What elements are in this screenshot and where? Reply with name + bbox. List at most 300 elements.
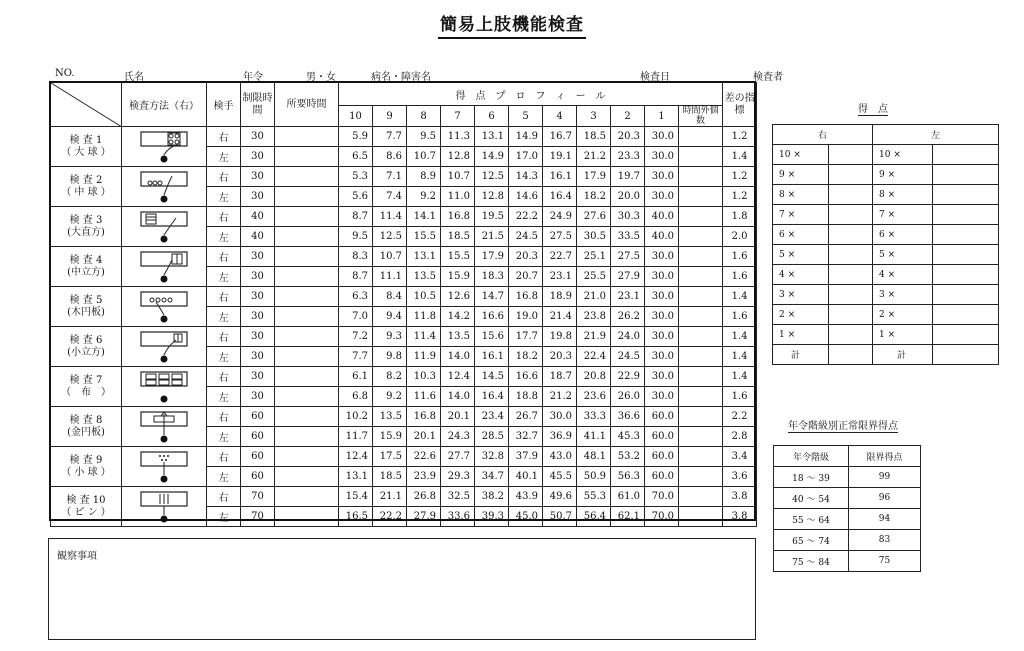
hand-cell: 左 — [207, 347, 241, 367]
score-input-right[interactable] — [829, 185, 873, 205]
test-sublabel: （ 大 球 ） — [61, 146, 111, 158]
score-input-right[interactable] — [829, 305, 873, 325]
time-limit-cell: 30 — [241, 187, 275, 207]
profile-value-cell: 20.1 — [441, 407, 475, 427]
out-of-time-input[interactable] — [679, 467, 723, 487]
small-ball-icon — [122, 447, 207, 487]
age-row — [774, 488, 921, 509]
profile-value-cell: 21.5 — [475, 227, 509, 247]
time-taken-input[interactable] — [275, 227, 339, 247]
hand-cell: 左 — [207, 387, 241, 407]
pin-icon — [122, 487, 207, 527]
out-of-time-input[interactable] — [679, 307, 723, 327]
score-input-right[interactable] — [829, 265, 873, 285]
profile-value-cell: 20.3 — [509, 247, 543, 267]
profile-value-cell: 18.5 — [373, 467, 407, 487]
table-row — [51, 487, 757, 507]
time-taken-input[interactable] — [275, 187, 339, 207]
profile-value-cell: 60.0 — [645, 467, 679, 487]
profile-value-cell: 19.5 — [475, 207, 509, 227]
profile-value-cell: 40.1 — [509, 467, 543, 487]
profile-value-cell: 24.5 — [611, 347, 645, 367]
time-limit-cell: 30 — [241, 287, 275, 307]
score-multiplier-right: 6 × — [773, 225, 829, 245]
out-of-time-input[interactable] — [679, 387, 723, 407]
profile-value-cell: 33.3 — [577, 407, 611, 427]
age-column-header: 年令階級 — [774, 446, 849, 467]
time-taken-input[interactable] — [275, 167, 339, 187]
profile-value-cell: 8.7 — [339, 267, 373, 287]
profile-value-cell: 18.7 — [543, 367, 577, 387]
test-sublabel: （ 小 球 ） — [61, 466, 111, 478]
profile-value-cell: 19.0 — [509, 307, 543, 327]
profile-value-cell: 13.5 — [407, 267, 441, 287]
time-taken-input[interactable] — [275, 407, 339, 427]
test-label-cell — [51, 487, 122, 527]
profile-value-cell: 60.0 — [645, 447, 679, 467]
time-limit-cell: 30 — [241, 387, 275, 407]
diff-index-cell: 1.6 — [723, 387, 757, 407]
score-total-input-right[interactable] — [829, 345, 873, 365]
age-field-label: 年令 — [243, 72, 263, 83]
profile-value-cell: 41.1 — [577, 427, 611, 447]
score-multiplier-left: 3 × — [873, 285, 933, 305]
time-limit-cell: 30 — [241, 367, 275, 387]
score-input-left[interactable] — [933, 265, 999, 285]
age-limit-cell: 83 — [849, 530, 921, 551]
profile-value-cell: 20.1 — [407, 427, 441, 447]
time-limit-cell: 30 — [241, 147, 275, 167]
profile-value-cell: 17.5 — [373, 447, 407, 467]
profile-value-cell: 30.0 — [645, 347, 679, 367]
profile-value-cell: 5.9 — [339, 127, 373, 147]
profile-value-cell: 22.4 — [577, 347, 611, 367]
score-row — [773, 245, 999, 265]
profile-value-cell: 50.7 — [543, 507, 577, 527]
diff-index-cell: 1.6 — [723, 267, 757, 287]
profile-value-cell: 9.2 — [407, 187, 441, 207]
profile-value-cell: 11.7 — [339, 427, 373, 447]
profile-value-cell: 10.7 — [441, 167, 475, 187]
score-input-left[interactable] — [933, 285, 999, 305]
score-input-right[interactable] — [829, 325, 873, 345]
age-limit-cell: 96 — [849, 488, 921, 509]
profile-value-cell: 30.0 — [645, 147, 679, 167]
time-taken-input[interactable] — [275, 247, 339, 267]
profile-value-cell: 33.5 — [611, 227, 645, 247]
score-multiplier-left: 4 × — [873, 265, 933, 285]
time-taken-input[interactable] — [275, 207, 339, 227]
profile-value-cell: 27.6 — [577, 207, 611, 227]
profile-value-cell: 43.9 — [509, 487, 543, 507]
score-multiplier-left: 8 × — [873, 185, 933, 205]
profile-value-cell: 15.5 — [407, 227, 441, 247]
score-input-left[interactable] — [933, 225, 999, 245]
diff-index-cell: 1.2 — [723, 187, 757, 207]
limit-column-header: 限界得点 — [849, 446, 921, 467]
hand-cell: 右 — [207, 327, 241, 347]
profile-value-cell: 40.0 — [645, 207, 679, 227]
out-of-time-input[interactable] — [679, 327, 723, 347]
test-label-cell — [51, 367, 122, 407]
test-label: 検 査 9 — [69, 454, 103, 466]
test-sublabel: (大直方) — [67, 226, 105, 238]
time-taken-input[interactable] — [275, 347, 339, 367]
profile-value-cell: 8.3 — [339, 247, 373, 267]
score-total-right: 計 — [773, 345, 829, 365]
profile-value-cell: 25.1 — [577, 247, 611, 267]
profile-value-cell: 22.2 — [373, 507, 407, 527]
score-input-left[interactable] — [933, 245, 999, 265]
out-of-time-input[interactable] — [679, 407, 723, 427]
profile-value-cell: 8.7 — [339, 207, 373, 227]
age-limit-cell: 99 — [849, 467, 921, 488]
score-multiplier-right: 1 × — [773, 325, 829, 345]
score-input-left[interactable] — [933, 165, 999, 185]
profile-value-cell: 20.3 — [543, 347, 577, 367]
score-row — [773, 285, 999, 305]
test-label: 検 査 1 — [69, 134, 103, 146]
profile-value-cell: 23.8 — [577, 307, 611, 327]
profile-value-cell: 11.1 — [373, 267, 407, 287]
profile-value-cell: 14.1 — [407, 207, 441, 227]
score-multiplier-right: 10 × — [773, 145, 829, 165]
profile-value-cell: 21.2 — [543, 387, 577, 407]
out-of-time-input[interactable] — [679, 367, 723, 387]
age-range-cell: 55 ～ 64 — [774, 509, 849, 530]
profile-value-cell: 18.9 — [543, 287, 577, 307]
score-input-right[interactable] — [829, 165, 873, 185]
profile-value-cell: 20.8 — [577, 367, 611, 387]
profile-value-cell: 22.2 — [509, 207, 543, 227]
profile-value-cell: 9.5 — [407, 127, 441, 147]
table-row — [51, 207, 757, 227]
profile-value-cell: 15.6 — [475, 327, 509, 347]
profile-value-cell: 16.1 — [475, 347, 509, 367]
profile-value-cell: 37.9 — [509, 447, 543, 467]
profile-value-cell: 24.3 — [441, 427, 475, 447]
profile-value-cell: 6.3 — [339, 287, 373, 307]
diff-index-cell: 1.2 — [723, 127, 757, 147]
profile-value-cell: 10.7 — [373, 247, 407, 267]
profile-value-cell: 12.5 — [373, 227, 407, 247]
profile-value-cell: 36.9 — [543, 427, 577, 447]
profile-value-cell: 21.1 — [373, 487, 407, 507]
test-label: 検 査 4 — [69, 254, 103, 266]
hand-cell: 右 — [207, 247, 241, 267]
table-row — [51, 167, 757, 187]
time-limit-cell: 70 — [241, 487, 275, 507]
time-limit-cell: 70 — [241, 507, 275, 527]
score-multiplier-right: 7 × — [773, 205, 829, 225]
profile-value-cell: 16.6 — [509, 367, 543, 387]
time-taken-input[interactable] — [275, 147, 339, 167]
test-label: 検 査 5 — [69, 294, 103, 306]
profile-value-cell: 34.7 — [475, 467, 509, 487]
time-taken-input[interactable] — [275, 427, 339, 447]
time-limit-cell: 30 — [241, 127, 275, 147]
score-input-left[interactable] — [933, 185, 999, 205]
profile-value-cell: 56.3 — [611, 467, 645, 487]
profile-value-cell: 16.6 — [475, 307, 509, 327]
profile-value-cell: 18.2 — [509, 347, 543, 367]
test-sublabel: （ 中 球 ） — [61, 186, 111, 198]
test-label: 検 査 2 — [69, 174, 103, 186]
profile-value-cell: 19.8 — [543, 327, 577, 347]
out-of-time-input[interactable] — [679, 487, 723, 507]
profile-value-cell: 11.4 — [407, 327, 441, 347]
score-column-header: 8 — [407, 106, 441, 127]
profile-value-cell: 26.8 — [407, 487, 441, 507]
profile-value-cell: 18.3 — [475, 267, 509, 287]
profile-value-cell: 49.6 — [543, 487, 577, 507]
time-taken-header: 所要時間 — [275, 83, 339, 127]
profile-value-cell: 23.4 — [475, 407, 509, 427]
profile-value-cell: 19.7 — [611, 167, 645, 187]
profile-value-cell: 16.4 — [475, 387, 509, 407]
time-taken-input[interactable] — [275, 467, 339, 487]
time-limit-cell: 60 — [241, 407, 275, 427]
profile-value-cell: 30.0 — [645, 367, 679, 387]
profile-value-cell: 23.3 — [611, 147, 645, 167]
score-input-right[interactable] — [829, 145, 873, 165]
profile-value-cell: 36.6 — [611, 407, 645, 427]
score-input-right[interactable] — [829, 205, 873, 225]
score-input-left[interactable] — [933, 305, 999, 325]
profile-value-cell: 30.0 — [543, 407, 577, 427]
time-limit-cell: 60 — [241, 447, 275, 467]
profile-value-cell: 19.1 — [543, 147, 577, 167]
time-limit-cell: 30 — [241, 347, 275, 367]
profile-value-cell: 9.4 — [373, 307, 407, 327]
time-taken-input[interactable] — [275, 487, 339, 507]
profile-value-cell: 8.2 — [373, 367, 407, 387]
small-cube-icon — [122, 327, 207, 367]
age-row — [774, 509, 921, 530]
profile-value-cell: 15.4 — [339, 487, 373, 507]
diff-index-cell: 1.4 — [723, 347, 757, 367]
profile-value-cell: 8.6 — [373, 147, 407, 167]
diff-index-cell: 1.4 — [723, 327, 757, 347]
profile-value-cell: 5.6 — [339, 187, 373, 207]
out-of-time-input[interactable] — [679, 447, 723, 467]
large-ball-icon — [122, 127, 207, 167]
profile-value-cell: 7.2 — [339, 327, 373, 347]
profile-value-cell: 27.7 — [441, 447, 475, 467]
score-row — [773, 225, 999, 245]
out-of-time-input[interactable] — [679, 427, 723, 447]
time-taken-input[interactable] — [275, 307, 339, 327]
profile-value-cell: 70.0 — [645, 487, 679, 507]
diff-index-cell: 1.4 — [723, 287, 757, 307]
profile-value-cell: 26.7 — [509, 407, 543, 427]
out-of-time-input[interactable] — [679, 287, 723, 307]
age-header-row — [774, 446, 921, 467]
profile-value-cell: 10.3 — [407, 367, 441, 387]
time-taken-input[interactable] — [275, 367, 339, 387]
profile-value-cell: 26.0 — [611, 387, 645, 407]
diff-index-cell: 1.4 — [723, 147, 757, 167]
table-row — [51, 407, 757, 427]
profile-value-cell: 7.1 — [373, 167, 407, 187]
profile-value-cell: 14.0 — [441, 387, 475, 407]
profile-value-cell: 13.1 — [475, 127, 509, 147]
profile-value-cell: 33.6 — [441, 507, 475, 527]
time-taken-input[interactable] — [275, 127, 339, 147]
profile-value-cell: 30.5 — [577, 227, 611, 247]
age-limit-table — [773, 445, 921, 572]
out-of-time-input[interactable] — [679, 347, 723, 367]
diff-index-cell: 3.8 — [723, 507, 757, 527]
score-multiplier-left: 1 × — [873, 325, 933, 345]
score-input-right[interactable] — [829, 285, 873, 305]
hand-cell: 左 — [207, 227, 241, 247]
time-taken-input[interactable] — [275, 507, 339, 527]
time-limit-cell: 30 — [241, 327, 275, 347]
out-of-time-input[interactable] — [679, 267, 723, 287]
time-taken-input[interactable] — [275, 327, 339, 347]
profile-value-cell: 18.2 — [577, 187, 611, 207]
score-column-header: 10 — [339, 106, 373, 127]
profile-value-cell: 16.8 — [441, 207, 475, 227]
score-left-header: 左 — [873, 125, 999, 145]
test-label: 検 査 10 — [66, 494, 106, 506]
observations-box[interactable] — [48, 538, 756, 640]
score-column-header: 1 — [645, 106, 679, 127]
hand-cell: 左 — [207, 267, 241, 287]
profile-value-cell: 11.9 — [407, 347, 441, 367]
profile-value-cell: 22.6 — [407, 447, 441, 467]
profile-value-cell: 17.9 — [577, 167, 611, 187]
profile-value-cell: 18.8 — [509, 387, 543, 407]
profile-value-cell: 9.8 — [373, 347, 407, 367]
profile-value-cell: 23.1 — [543, 267, 577, 287]
profile-value-cell: 38.2 — [475, 487, 509, 507]
profile-value-cell: 13.1 — [407, 247, 441, 267]
page-title: 簡易上肢機能検査 — [0, 10, 1024, 35]
time-taken-input[interactable] — [275, 387, 339, 407]
profile-value-cell: 14.9 — [509, 127, 543, 147]
score-row — [773, 325, 999, 345]
out-of-time-input[interactable] — [679, 207, 723, 227]
profile-value-cell: 30.0 — [645, 167, 679, 187]
profile-value-cell: 30.0 — [645, 267, 679, 287]
score-row — [773, 165, 999, 185]
out-of-time-input[interactable] — [679, 187, 723, 207]
test-sublabel: （ ピ ン ） — [61, 506, 111, 518]
score-multiplier-right: 5 × — [773, 245, 829, 265]
profile-value-cell: 20.3 — [611, 127, 645, 147]
profile-value-cell: 11.8 — [407, 307, 441, 327]
score-row — [773, 265, 999, 285]
profile-value-cell: 6.5 — [339, 147, 373, 167]
metal-disc-icon — [122, 407, 207, 447]
profile-value-cell: 9.2 — [373, 387, 407, 407]
out-of-time-input[interactable] — [679, 507, 723, 527]
profile-value-cell: 7.0 — [339, 307, 373, 327]
medium-cube-icon — [122, 247, 207, 287]
profile-value-cell: 16.8 — [509, 287, 543, 307]
hand-cell: 左 — [207, 507, 241, 527]
profile-value-cell: 7.4 — [373, 187, 407, 207]
score-column-header: 7 — [441, 106, 475, 127]
score-input-left[interactable] — [933, 325, 999, 345]
profile-value-cell: 11.0 — [441, 187, 475, 207]
time-taken-input[interactable] — [275, 287, 339, 307]
score-multiplier-left: 7 × — [873, 205, 933, 225]
score-total-input-left[interactable] — [933, 345, 999, 365]
profile-value-cell: 24.9 — [543, 207, 577, 227]
diff-index-cell: 3.4 — [723, 447, 757, 467]
age-limit-cell: 94 — [849, 509, 921, 530]
hand-cell: 右 — [207, 407, 241, 427]
table-row — [51, 127, 757, 147]
out-of-time-input[interactable] — [679, 247, 723, 267]
profile-value-cell: 21.4 — [543, 307, 577, 327]
profile-value-cell: 30.0 — [645, 287, 679, 307]
score-input-left[interactable] — [933, 205, 999, 225]
profile-value-cell: 14.2 — [441, 307, 475, 327]
score-column-header: 2 — [611, 106, 645, 127]
age-row — [774, 467, 921, 488]
profile-value-cell: 30.0 — [645, 247, 679, 267]
score-total-left: 計 — [873, 345, 933, 365]
profile-value-cell: 27.9 — [611, 267, 645, 287]
age-range-cell: 75 ～ 84 — [774, 551, 849, 572]
out-of-time-input[interactable] — [679, 227, 723, 247]
score-multiplier-left: 9 × — [873, 165, 933, 185]
age-box-title: 年令階級別正常限界得点 — [788, 417, 898, 433]
out-of-time-input[interactable] — [679, 127, 723, 147]
test-label-cell — [51, 447, 122, 487]
large-prism-icon — [122, 207, 207, 247]
hand-cell: 右 — [207, 207, 241, 227]
test-label: 検 査 8 — [69, 414, 103, 426]
time-taken-input[interactable] — [275, 267, 339, 287]
score-input-right[interactable] — [829, 245, 873, 265]
profile-value-cell: 32.8 — [475, 447, 509, 467]
table-row — [51, 447, 757, 467]
profile-value-cell: 27.5 — [543, 227, 577, 247]
test-label-cell — [51, 167, 122, 207]
profile-value-cell: 45.0 — [509, 507, 543, 527]
out-of-time-input[interactable] — [679, 167, 723, 187]
score-input-right[interactable] — [829, 225, 873, 245]
time-limit-cell: 40 — [241, 227, 275, 247]
diff-index-header: 差の指標 — [723, 83, 757, 127]
hand-cell: 左 — [207, 427, 241, 447]
examiner-field-label: 検査者 — [753, 72, 783, 83]
score-column-header: 3 — [577, 106, 611, 127]
table-row — [51, 367, 757, 387]
profile-value-cell: 56.4 — [577, 507, 611, 527]
score-input-left[interactable] — [933, 145, 999, 165]
score-multiplier-right: 2 × — [773, 305, 829, 325]
profile-value-cell: 29.3 — [441, 467, 475, 487]
profile-value-cell: 14.3 — [509, 167, 543, 187]
time-taken-input[interactable] — [275, 447, 339, 467]
score-multiplier-left: 10 × — [873, 145, 933, 165]
profile-value-cell: 12.5 — [475, 167, 509, 187]
profile-value-cell: 14.5 — [475, 367, 509, 387]
profile-value-cell: 15.9 — [373, 427, 407, 447]
profile-value-cell: 18.5 — [577, 127, 611, 147]
score-multiplier-right: 4 × — [773, 265, 829, 285]
out-of-time-input[interactable] — [679, 147, 723, 167]
profile-value-cell: 21.9 — [577, 327, 611, 347]
profile-value-cell: 11.4 — [373, 207, 407, 227]
score-multiplier-right: 8 × — [773, 185, 829, 205]
